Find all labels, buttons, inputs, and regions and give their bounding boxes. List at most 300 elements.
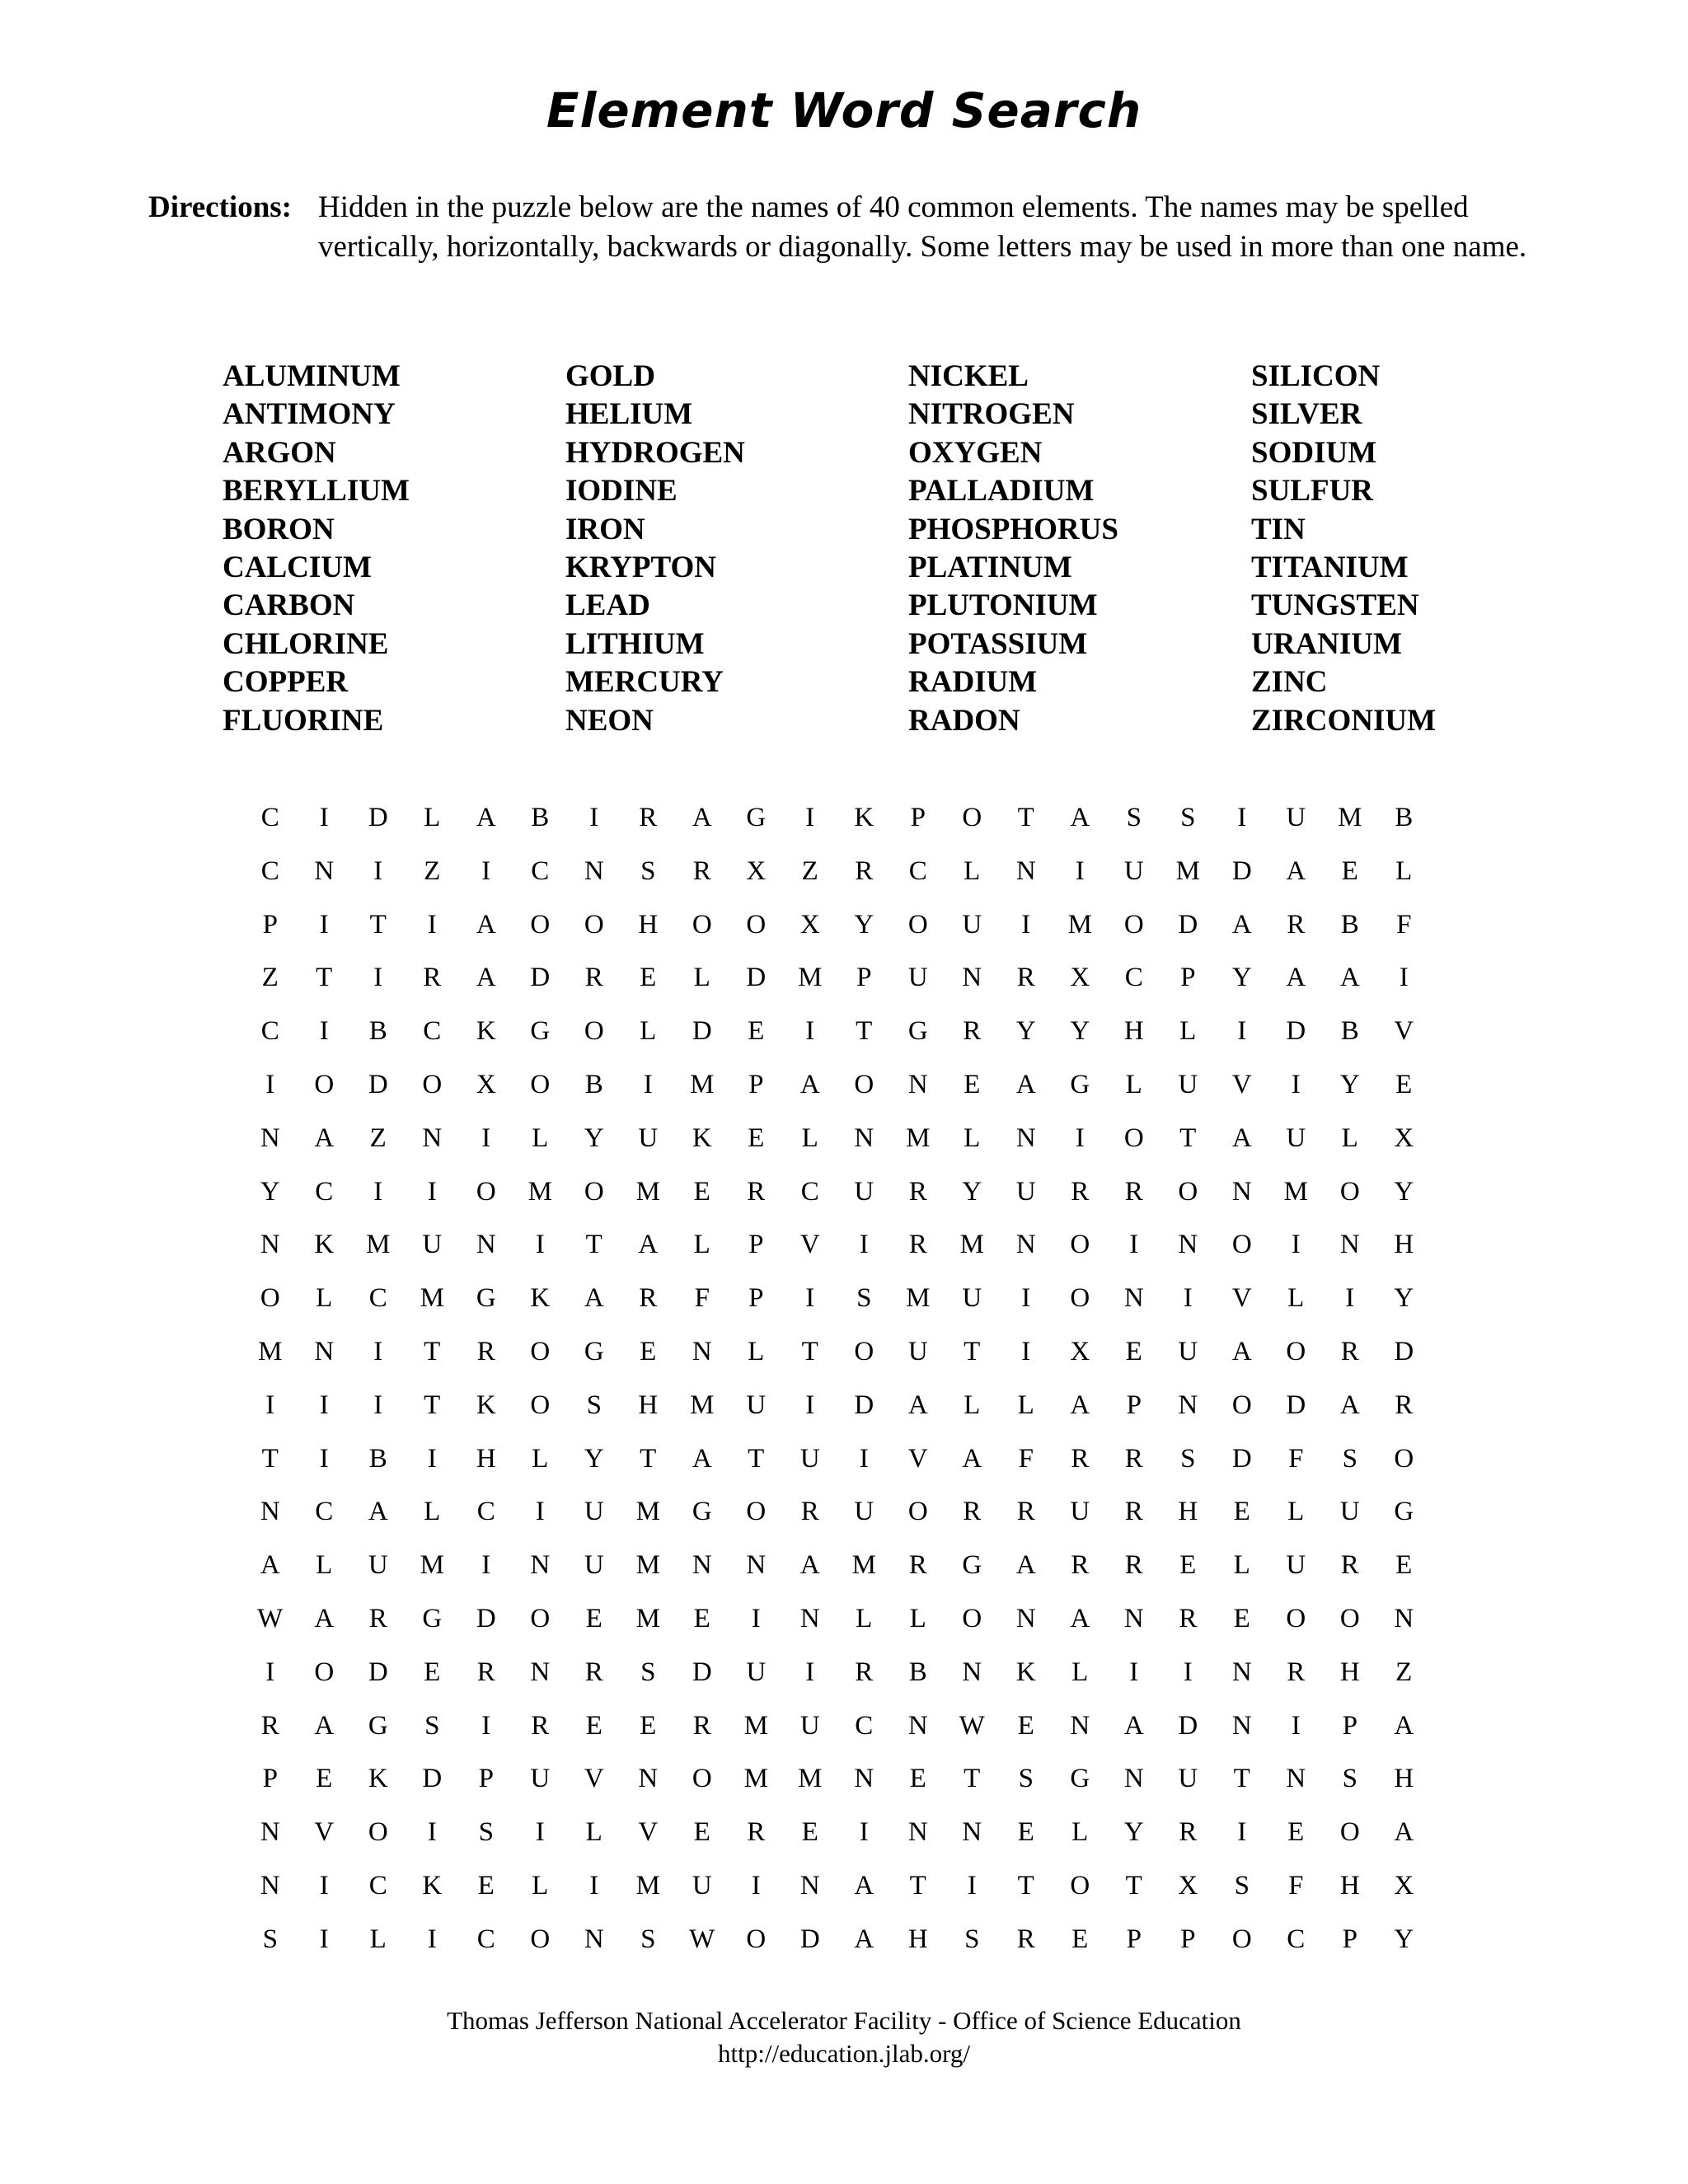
grid-letter[interactable]: I [805, 1016, 815, 1047]
grid-letter[interactable]: R [1395, 1390, 1414, 1420]
grid-letter[interactable]: F [1018, 1443, 1034, 1474]
grid-letter[interactable]: A [638, 1230, 659, 1260]
grid-letter[interactable]: C [368, 1870, 387, 1900]
grid-letter[interactable]: O [1339, 1817, 1360, 1848]
grid-letter[interactable]: P [748, 1230, 764, 1260]
grid-letter[interactable]: I [805, 803, 815, 832]
grid-letter[interactable]: R [1071, 1176, 1090, 1207]
grid-letter[interactable]: L [369, 1924, 387, 1954]
grid-letter[interactable]: E [693, 1603, 710, 1633]
grid-letter[interactable]: L [424, 803, 441, 832]
grid-letter[interactable]: L [1125, 1069, 1142, 1099]
grid-letter[interactable]: T [748, 1443, 765, 1474]
grid-letter[interactable]: O [368, 1817, 388, 1848]
grid-letter[interactable]: A [1123, 1710, 1144, 1741]
grid-letter[interactable]: Z [1395, 1657, 1413, 1687]
grid-letter[interactable]: C [531, 855, 550, 886]
grid-letter[interactable]: E [748, 1016, 765, 1047]
grid-letter[interactable]: R [1124, 1550, 1143, 1581]
grid-letter[interactable]: Y [1231, 963, 1252, 993]
grid-letter[interactable]: O [476, 1176, 496, 1207]
grid-letter[interactable]: G [368, 1710, 388, 1741]
grid-letter[interactable]: T [424, 1336, 441, 1366]
grid-letter[interactable]: N [1178, 1230, 1198, 1260]
grid-letter[interactable]: C [800, 1176, 819, 1207]
grid-letter[interactable]: Y [1015, 1016, 1036, 1047]
grid-letter[interactable]: N [314, 1336, 335, 1366]
grid-letter[interactable]: I [319, 1016, 329, 1047]
grid-letter[interactable]: I [1345, 1283, 1355, 1314]
grid-letter[interactable]: R [1016, 1924, 1035, 1954]
grid-letter[interactable]: N [692, 1550, 712, 1581]
grid-letter[interactable]: A [1231, 909, 1252, 940]
grid-letter[interactable]: O [422, 1069, 443, 1099]
grid-letter[interactable]: I [481, 1710, 491, 1741]
grid-letter[interactable]: P [1180, 1924, 1196, 1954]
grid-letter[interactable]: I [1021, 1336, 1031, 1366]
grid-letter[interactable]: N [1394, 1603, 1414, 1633]
grid-letter[interactable]: E [1017, 1817, 1034, 1848]
grid-letter[interactable]: X [476, 1069, 496, 1099]
grid-letter[interactable]: N [1123, 1283, 1144, 1314]
grid-letter[interactable]: O [692, 909, 712, 940]
grid-letter[interactable]: R [1124, 1443, 1143, 1474]
grid-letter[interactable]: L [316, 1283, 333, 1314]
grid-letter[interactable]: R [476, 1657, 495, 1687]
grid-letter[interactable]: A [476, 803, 496, 832]
grid-letter[interactable]: Z [424, 855, 441, 886]
grid-letter[interactable]: B [1395, 803, 1414, 832]
grid-letter[interactable]: Y [1394, 1924, 1414, 1954]
grid-letter[interactable]: M [635, 1497, 660, 1527]
grid-letter[interactable]: O [1231, 1390, 1252, 1420]
grid-letter[interactable]: A [314, 1710, 335, 1741]
grid-letter[interactable]: U [530, 1764, 551, 1794]
grid-letter[interactable]: I [427, 1817, 437, 1848]
grid-letter[interactable]: G [584, 1336, 604, 1366]
grid-letter[interactable]: I [1399, 963, 1409, 993]
grid-letter[interactable]: I [535, 1497, 545, 1527]
grid-letter[interactable]: L [640, 1016, 657, 1047]
grid-letter[interactable]: E [477, 1870, 495, 1900]
grid-letter[interactable]: I [373, 1336, 383, 1366]
grid-letter[interactable]: C [260, 855, 279, 886]
grid-letter[interactable]: A [476, 963, 496, 993]
grid-letter[interactable]: C [368, 1283, 387, 1314]
grid-letter[interactable]: A [1015, 1550, 1036, 1581]
grid-letter[interactable]: F [694, 1283, 710, 1314]
grid-letter[interactable]: C [315, 1497, 334, 1527]
grid-letter[interactable]: C [423, 1016, 442, 1047]
grid-letter[interactable]: M [258, 1336, 283, 1366]
grid-letter[interactable]: D [368, 1069, 388, 1099]
grid-letter[interactable]: M [420, 1550, 444, 1581]
grid-letter[interactable]: M [690, 1069, 715, 1099]
grid-letter[interactable]: H [907, 1924, 928, 1954]
grid-letter[interactable]: F [1288, 1870, 1304, 1900]
grid-letter[interactable]: A [854, 1924, 874, 1954]
grid-letter[interactable]: N [260, 1230, 280, 1260]
grid-letter[interactable]: P [262, 909, 278, 940]
grid-letter[interactable]: N [1123, 1764, 1144, 1794]
grid-letter[interactable]: R [908, 1550, 927, 1581]
grid-letter[interactable]: D [854, 1390, 874, 1420]
grid-letter[interactable]: N [314, 855, 335, 886]
grid-letter[interactable]: S [1342, 1443, 1357, 1474]
grid-letter[interactable]: D [422, 1764, 443, 1794]
grid-letter[interactable]: R [1016, 963, 1035, 993]
grid-letter[interactable]: L [1233, 1550, 1250, 1581]
grid-letter[interactable]: N [1178, 1390, 1198, 1420]
grid-letter[interactable]: S [964, 1924, 980, 1954]
grid-letter[interactable]: V [638, 1817, 659, 1848]
grid-letter[interactable]: M [798, 963, 823, 993]
grid-letter[interactable]: M [1338, 803, 1362, 832]
grid-letter[interactable]: L [1395, 855, 1413, 886]
grid-letter[interactable]: O [1070, 1870, 1090, 1900]
grid-letter[interactable]: U [422, 1230, 443, 1260]
grid-letter[interactable]: O [1070, 1283, 1090, 1314]
grid-letter[interactable]: E [693, 1817, 710, 1848]
grid-letter[interactable]: N [1015, 855, 1036, 886]
grid-letter[interactable]: V [799, 1230, 820, 1260]
grid-letter[interactable]: O [584, 1016, 604, 1047]
grid-letter[interactable]: T [316, 963, 333, 993]
grid-letter[interactable]: O [1070, 1230, 1090, 1260]
grid-letter[interactable]: R [800, 1497, 819, 1527]
grid-letter[interactable]: X [746, 855, 767, 886]
grid-letter[interactable]: N [1339, 1230, 1360, 1260]
grid-letter[interactable]: V [1231, 1283, 1252, 1314]
grid-letter[interactable]: A [1015, 1069, 1036, 1099]
grid-letter[interactable]: T [801, 1336, 818, 1366]
grid-letter[interactable]: A [368, 1497, 388, 1527]
grid-letter[interactable]: M [798, 1764, 823, 1794]
grid-letter[interactable]: Y [1339, 1069, 1360, 1099]
grid-letter[interactable]: E [640, 963, 657, 993]
grid-letter[interactable]: T [1233, 1764, 1250, 1794]
grid-letter[interactable]: N [692, 1336, 712, 1366]
grid-letter[interactable]: O [692, 1764, 712, 1794]
grid-letter[interactable]: A [692, 1443, 712, 1474]
grid-letter[interactable]: U [746, 1657, 767, 1687]
grid-letter[interactable]: O [530, 1390, 551, 1420]
grid-letter[interactable]: O [1339, 1176, 1360, 1207]
grid-letter[interactable]: I [373, 1176, 383, 1207]
grid-letter[interactable]: C [476, 1924, 495, 1954]
grid-letter[interactable]: N [530, 1550, 551, 1581]
grid-letter[interactable]: N [260, 1122, 280, 1153]
grid-letter[interactable]: I [1021, 909, 1031, 940]
grid-letter[interactable]: E [424, 1657, 441, 1687]
grid-letter[interactable]: V [314, 1817, 335, 1848]
grid-letter[interactable]: G [476, 1283, 496, 1314]
grid-letter[interactable]: G [907, 1016, 928, 1047]
grid-letter[interactable]: H [1339, 1657, 1360, 1687]
grid-letter[interactable]: H [638, 1390, 659, 1420]
grid-letter[interactable]: M [906, 1122, 931, 1153]
grid-letter[interactable]: I [1129, 1230, 1139, 1260]
grid-letter[interactable]: D [692, 1657, 712, 1687]
grid-letter[interactable]: L [1017, 1390, 1034, 1420]
grid-letter[interactable]: A [962, 1443, 982, 1474]
grid-letter[interactable]: R [908, 1230, 927, 1260]
grid-letter[interactable]: V [1394, 1016, 1414, 1047]
grid-letter[interactable]: O [530, 1069, 551, 1099]
grid-letter[interactable]: E [1071, 1924, 1089, 1954]
grid-letter[interactable]: D [1178, 1710, 1198, 1741]
grid-letter[interactable]: I [805, 1657, 815, 1687]
grid-letter[interactable]: I [319, 1443, 329, 1474]
grid-letter[interactable]: S [262, 1924, 278, 1954]
grid-letter[interactable]: K [692, 1122, 712, 1153]
grid-letter[interactable]: N [260, 1497, 280, 1527]
grid-letter[interactable]: A [1070, 1603, 1090, 1633]
grid-letter[interactable]: E [1125, 1336, 1142, 1366]
grid-letter[interactable]: T [964, 1336, 981, 1366]
grid-letter[interactable]: P [748, 1069, 764, 1099]
grid-letter[interactable]: O [530, 1603, 551, 1633]
grid-letter[interactable]: E [964, 1069, 981, 1099]
grid-letter[interactable]: L [748, 1336, 765, 1366]
grid-letter[interactable]: L [964, 1390, 981, 1420]
grid-letter[interactable]: U [1178, 1336, 1198, 1366]
grid-letter[interactable]: L [585, 1817, 603, 1848]
grid-letter[interactable]: V [907, 1443, 928, 1474]
grid-letter[interactable]: O [962, 803, 982, 832]
grid-letter[interactable]: N [746, 1550, 767, 1581]
grid-letter[interactable]: I [1129, 1657, 1139, 1687]
grid-letter[interactable]: L [693, 963, 710, 993]
grid-letter[interactable]: R [1179, 1817, 1198, 1848]
grid-letter[interactable]: G [1070, 1764, 1090, 1794]
grid-letter[interactable]: P [1342, 1924, 1357, 1954]
grid-letter[interactable]: M [1067, 909, 1092, 940]
grid-letter[interactable]: N [422, 1122, 443, 1153]
grid-letter[interactable]: B [531, 803, 550, 832]
grid-letter[interactable]: I [1291, 1230, 1301, 1260]
grid-letter[interactable]: O [746, 909, 767, 940]
grid-letter[interactable]: C [315, 1176, 334, 1207]
grid-letter[interactable]: C [260, 803, 279, 832]
grid-letter[interactable]: R [1016, 1497, 1035, 1527]
grid-letter[interactable]: O [907, 1497, 928, 1527]
grid-letter[interactable]: I [481, 1122, 491, 1153]
grid-letter[interactable]: C [1287, 1924, 1306, 1954]
grid-letter[interactable]: A [1394, 1817, 1414, 1848]
grid-letter[interactable]: N [1015, 1230, 1036, 1260]
grid-letter[interactable]: A [1070, 803, 1090, 832]
grid-letter[interactable]: P [856, 963, 872, 993]
grid-letter[interactable]: O [584, 1176, 604, 1207]
grid-letter[interactable]: I [319, 1924, 329, 1954]
grid-letter[interactable]: R [368, 1603, 387, 1633]
grid-letter[interactable]: S [856, 1283, 872, 1314]
grid-letter[interactable]: R [855, 855, 874, 886]
grid-letter[interactable]: R [747, 1817, 766, 1848]
grid-letter[interactable]: D [1231, 1443, 1252, 1474]
grid-letter[interactable]: N [530, 1657, 551, 1687]
grid-letter[interactable]: D [1286, 1016, 1306, 1047]
grid-letter[interactable]: B [368, 1016, 387, 1047]
grid-letter[interactable]: R [531, 1710, 550, 1741]
grid-letter[interactable]: I [265, 1069, 275, 1099]
grid-letter[interactable]: O [1339, 1603, 1360, 1633]
grid-letter[interactable]: C [855, 1710, 874, 1741]
grid-letter[interactable]: T [640, 1443, 657, 1474]
grid-letter[interactable]: N [638, 1764, 659, 1794]
grid-letter[interactable]: I [427, 909, 437, 940]
grid-letter[interactable]: U [962, 909, 982, 940]
grid-letter[interactable]: P [1342, 1710, 1357, 1741]
grid-letter[interactable]: X [1070, 1336, 1090, 1366]
grid-letter[interactable]: I [1021, 1283, 1031, 1314]
grid-letter[interactable]: R [476, 1336, 495, 1366]
grid-letter[interactable]: N [260, 1817, 280, 1848]
grid-letter[interactable]: I [265, 1657, 275, 1687]
grid-letter[interactable]: R [584, 963, 603, 993]
grid-letter[interactable]: N [854, 1122, 874, 1153]
grid-letter[interactable]: C [476, 1497, 495, 1527]
grid-letter[interactable]: S [1180, 803, 1196, 832]
grid-letter[interactable]: A [476, 909, 496, 940]
grid-letter[interactable]: R [1124, 1497, 1143, 1527]
grid-letter[interactable]: A [260, 1550, 280, 1581]
grid-letter[interactable]: B [368, 1443, 387, 1474]
grid-letter[interactable]: O [1178, 1176, 1198, 1207]
grid-letter[interactable]: N [799, 1603, 820, 1633]
grid-letter[interactable]: E [585, 1710, 603, 1741]
grid-letter[interactable]: U [1339, 1497, 1360, 1527]
grid-letter[interactable]: N [962, 1817, 982, 1848]
grid-letter[interactable]: N [962, 963, 982, 993]
grid-letter[interactable]: U [638, 1122, 659, 1153]
grid-letter[interactable]: G [962, 1550, 982, 1581]
grid-letter[interactable]: P [478, 1764, 494, 1794]
grid-letter[interactable]: N [907, 1817, 928, 1848]
grid-letter[interactable]: A [1231, 1336, 1252, 1366]
grid-letter[interactable]: M [1283, 1176, 1308, 1207]
grid-letter[interactable]: T [856, 1016, 873, 1047]
grid-letter[interactable]: F [1288, 1443, 1304, 1474]
grid-letter[interactable]: I [319, 1870, 329, 1900]
grid-letter[interactable]: Y [1394, 1176, 1414, 1207]
grid-letter[interactable]: T [909, 1870, 926, 1900]
grid-letter[interactable]: M [635, 1176, 660, 1207]
grid-letter[interactable]: P [1126, 1390, 1142, 1420]
grid-letter[interactable]: I [319, 909, 329, 940]
grid-letter[interactable]: U [907, 963, 928, 993]
grid-letter[interactable]: O [1394, 1443, 1414, 1474]
grid-letter[interactable]: R [639, 1283, 658, 1314]
grid-letter[interactable]: R [639, 803, 658, 832]
grid-letter[interactable]: R [1287, 1657, 1306, 1687]
grid-letter[interactable]: M [851, 1550, 876, 1581]
grid-letter[interactable]: O [530, 909, 551, 940]
grid-letter[interactable]: A [799, 1069, 820, 1099]
grid-letter[interactable]: D [1178, 909, 1198, 940]
grid-letter[interactable]: N [1015, 1122, 1036, 1153]
grid-letter[interactable]: M [635, 1870, 660, 1900]
grid-letter[interactable]: A [799, 1550, 820, 1581]
grid-letter[interactable]: G [1070, 1069, 1090, 1099]
grid-letter[interactable]: Y [1070, 1016, 1090, 1047]
grid-letter[interactable]: L [801, 1122, 818, 1153]
grid-letter[interactable]: E [1179, 1550, 1197, 1581]
grid-letter[interactable]: L [532, 1870, 549, 1900]
grid-letter[interactable]: I [859, 1443, 869, 1474]
grid-letter[interactable]: Y [260, 1176, 280, 1207]
grid-letter[interactable]: I [535, 1817, 545, 1848]
grid-letter[interactable]: X [1178, 1870, 1198, 1900]
grid-letter[interactable]: M [743, 1764, 768, 1794]
grid-letter[interactable]: A [1070, 1390, 1090, 1420]
grid-letter[interactable]: W [959, 1710, 985, 1741]
grid-letter[interactable]: M [635, 1603, 660, 1633]
grid-letter[interactable]: I [1183, 1283, 1193, 1314]
grid-letter[interactable]: R [692, 855, 711, 886]
grid-letter[interactable]: P [1126, 1924, 1142, 1954]
grid-letter[interactable]: A [1286, 855, 1306, 886]
grid-letter[interactable]: R [1071, 1550, 1090, 1581]
grid-letter[interactable]: K [314, 1230, 335, 1260]
grid-letter[interactable]: D [476, 1603, 496, 1633]
grid-letter[interactable]: S [1126, 803, 1142, 832]
grid-letter[interactable]: S [1180, 1443, 1196, 1474]
grid-letter[interactable]: S [640, 855, 656, 886]
grid-letter[interactable]: I [535, 1230, 545, 1260]
grid-letter[interactable]: I [859, 1817, 869, 1848]
grid-letter[interactable]: R [692, 1710, 711, 1741]
grid-letter[interactable]: I [1237, 803, 1247, 832]
grid-letter[interactable]: G [422, 1603, 443, 1633]
grid-letter[interactable]: F [1396, 909, 1412, 940]
grid-letter[interactable]: E [1341, 855, 1358, 886]
grid-letter[interactable]: O [260, 1283, 280, 1314]
grid-letter[interactable]: I [265, 1390, 275, 1420]
grid-letter[interactable]: E [748, 1122, 765, 1153]
grid-letter[interactable]: R [1287, 909, 1306, 940]
grid-letter[interactable]: O [1286, 1603, 1306, 1633]
grid-letter[interactable]: G [692, 1497, 712, 1527]
grid-letter[interactable]: M [906, 1283, 931, 1314]
grid-letter[interactable]: S [478, 1817, 494, 1848]
grid-letter[interactable]: A [692, 803, 712, 832]
grid-letter[interactable]: O [530, 1336, 551, 1366]
grid-letter[interactable]: I [1075, 855, 1085, 886]
grid-letter[interactable]: L [1287, 1283, 1305, 1314]
grid-letter[interactable]: N [1286, 1764, 1306, 1794]
grid-letter[interactable]: A [314, 1603, 335, 1633]
grid-letter[interactable]: R [855, 1657, 874, 1687]
grid-letter[interactable]: L [1071, 1817, 1089, 1848]
grid-letter[interactable]: A [1339, 963, 1360, 993]
grid-letter[interactable]: M [635, 1550, 660, 1581]
grid-letter[interactable]: N [584, 855, 604, 886]
grid-letter[interactable]: R [1124, 1176, 1143, 1207]
grid-letter[interactable]: N [799, 1870, 820, 1900]
grid-letter[interactable]: D [368, 1657, 388, 1687]
grid-letter[interactable]: H [1394, 1230, 1414, 1260]
grid-letter[interactable]: K [476, 1016, 496, 1047]
grid-letter[interactable]: O [1231, 1230, 1252, 1260]
grid-letter[interactable]: U [854, 1176, 874, 1207]
grid-letter[interactable]: E [1287, 1817, 1305, 1848]
grid-letter[interactable]: E [1395, 1069, 1413, 1099]
grid-letter[interactable]: N [1123, 1603, 1144, 1633]
grid-letter[interactable]: K [1015, 1657, 1036, 1687]
grid-letter[interactable]: I [751, 1870, 761, 1900]
